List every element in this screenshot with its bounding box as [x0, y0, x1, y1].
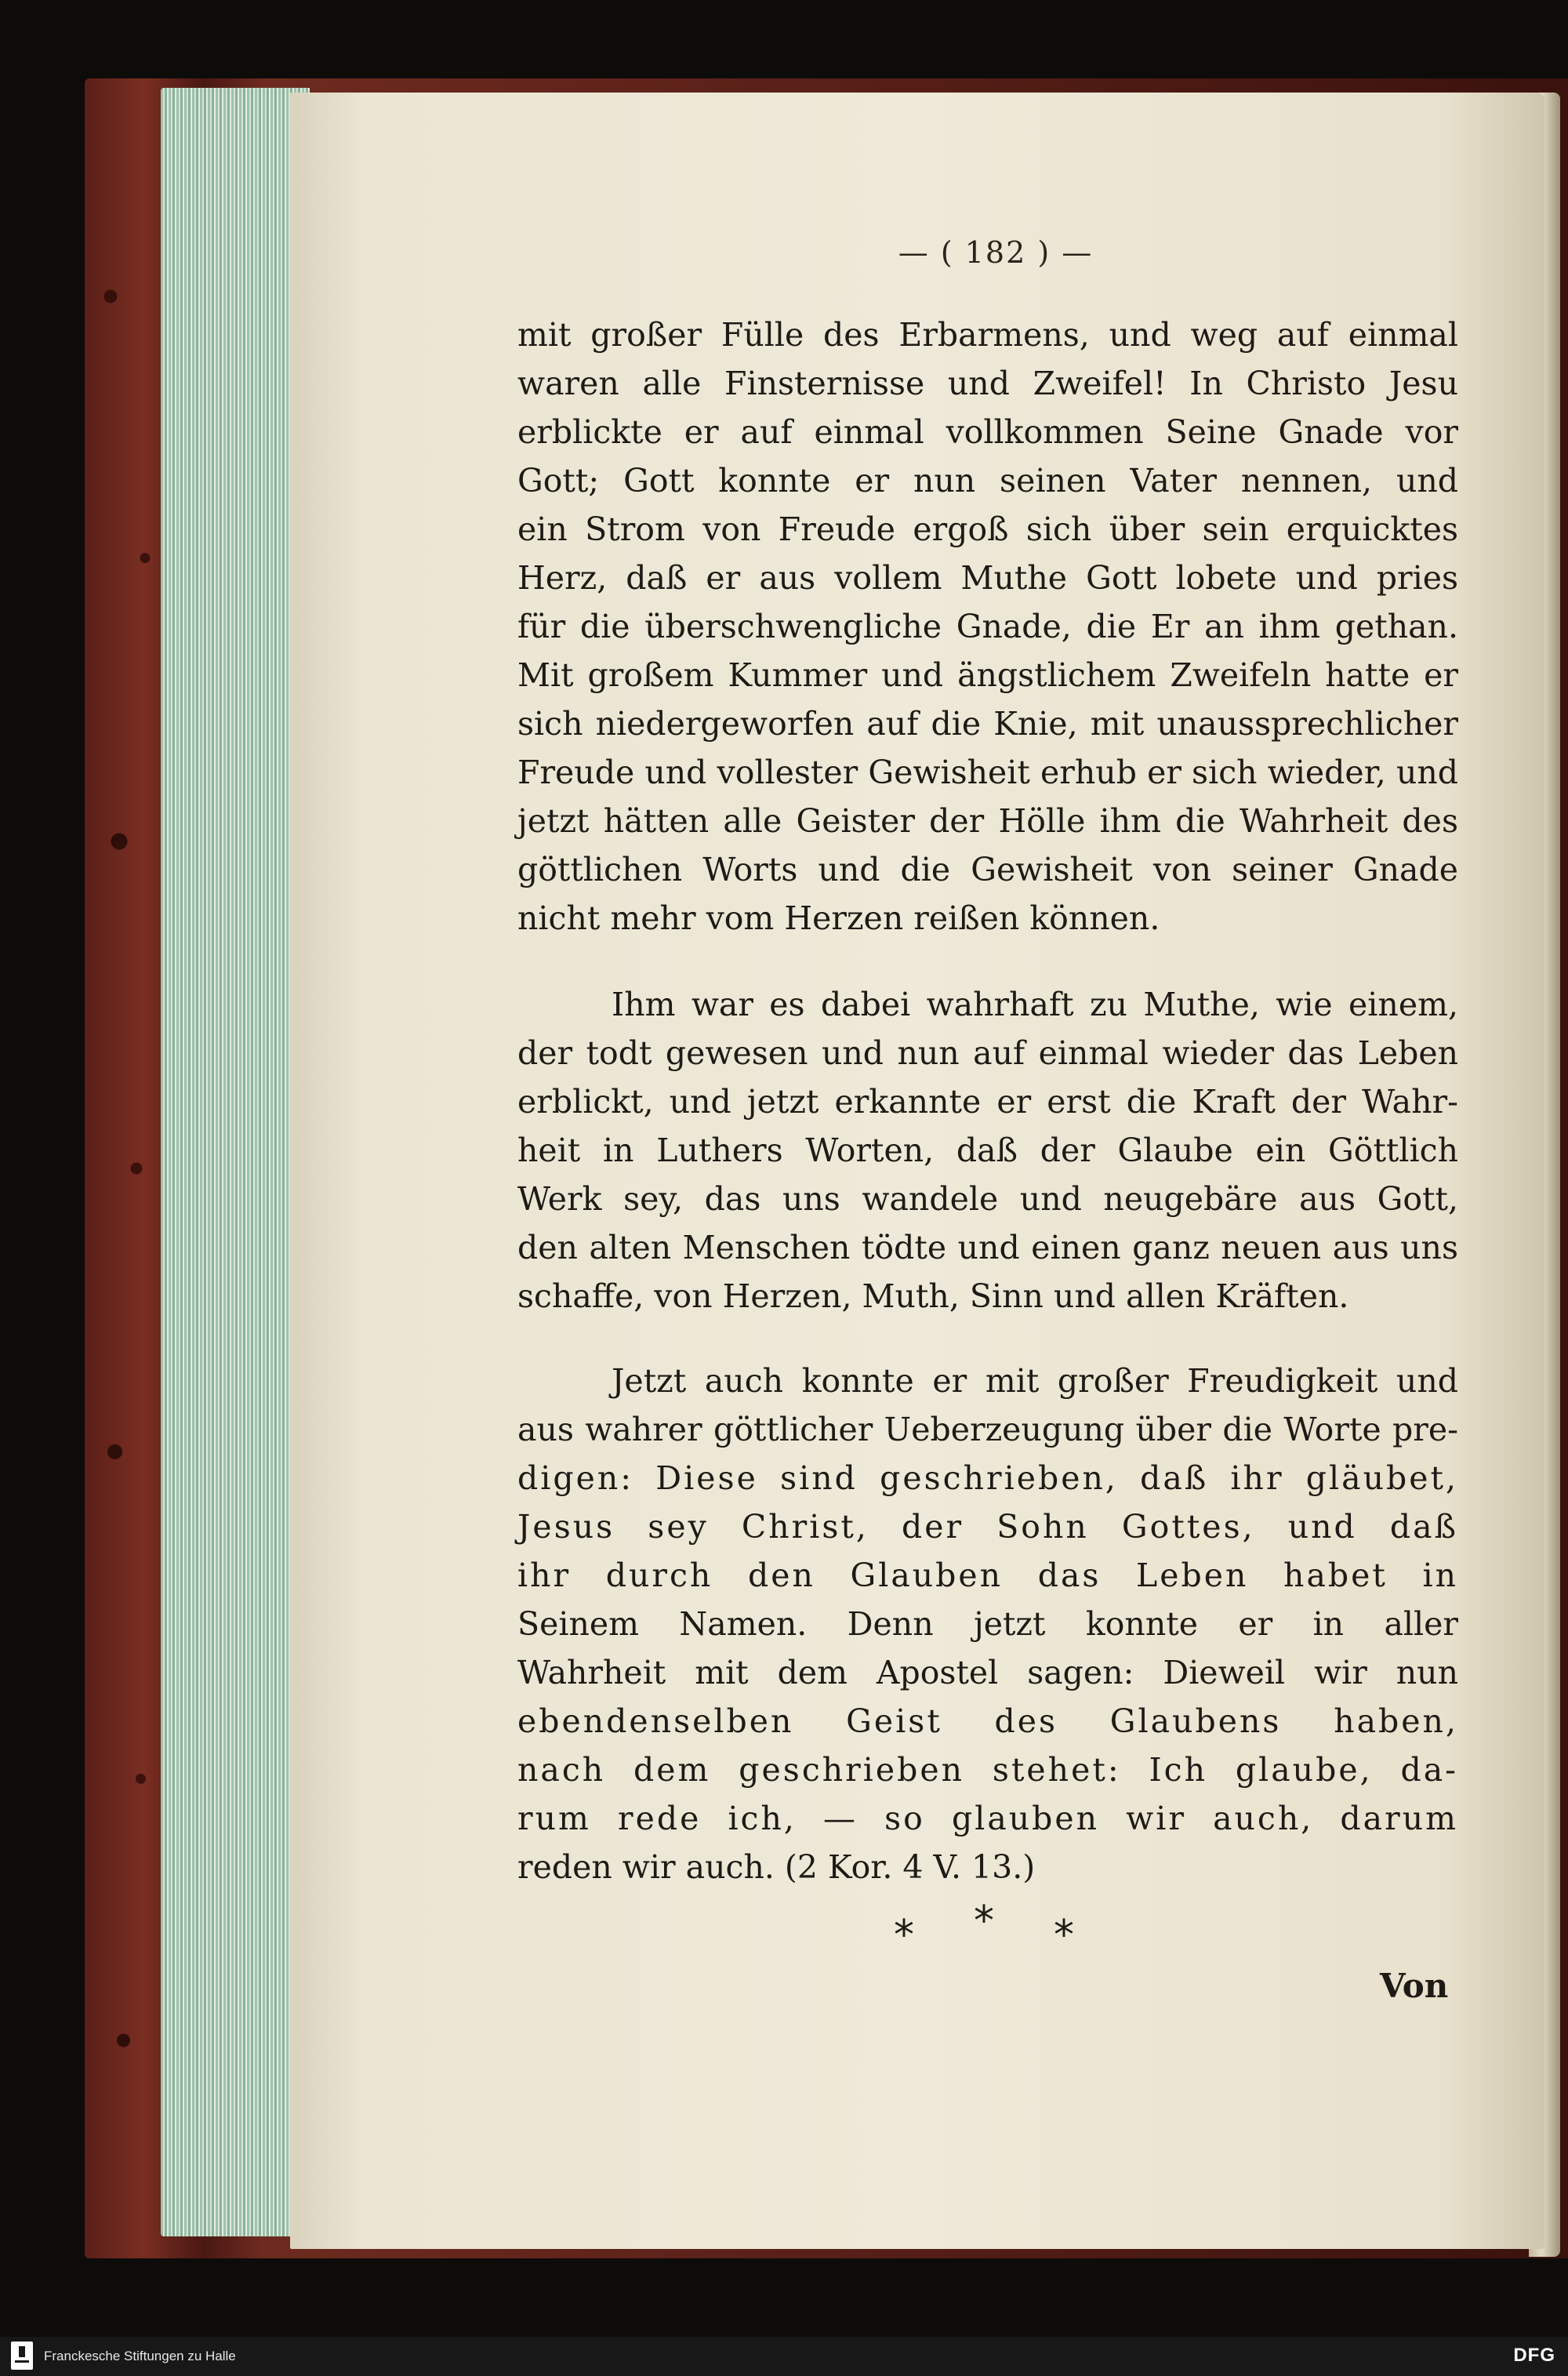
text-line: mit großer Fülle des Erbarmens, und weg auf einmal [517, 316, 1458, 354]
text-line: sich niedergeworfen auf die Knie, mit unaussprechlicher [517, 705, 1458, 743]
text-line: nicht mehr vom Herzen reißen können. [517, 899, 1160, 937]
text-line: ihr durch den Glauben das Leben habet in [517, 1557, 1458, 1594]
text-line: reden wir auch. (2 Kor. 4 V. 13.) [517, 1848, 1036, 1886]
text-line: Jetzt auch konnte er mit großer Freudigkeit und [612, 1362, 1458, 1400]
text-line: Herz, daß er aus vollem Muthe Gott lobete und pries [517, 559, 1458, 597]
asterisk: * [894, 1912, 914, 1959]
text-line: erblickte er auf einmal vollkommen Seine Gnade vor [517, 413, 1458, 451]
text-line: Freude und vollester Gewisheit erhub er sich wieder, und [517, 754, 1458, 791]
text-line: Werk sey, das uns wandele und neugebäre aus Gott, [517, 1180, 1458, 1218]
text-line: ebendenselben Geist des Glaubens haben, [517, 1702, 1458, 1740]
text-line: Jesus sey Christ, der Sohn Gottes, und daß [517, 1508, 1458, 1546]
text-line: erblickt, und jetzt erkannte er erst die Kraft der Wahr- [517, 1083, 1458, 1121]
text-line: waren alle Finsternisse und Zweifel! In Christo Jesu [517, 365, 1458, 402]
text-line: ein Strom von Freude ergoß sich über sein erquicktes [517, 510, 1458, 548]
viewer-footer [0, 2337, 1568, 2376]
text-line: heit in Luthers Worten, daß der Glaube ein Göttlich [517, 1132, 1458, 1169]
text-line: Wahrheit mit dem Apostel sagen: Dieweil wir nun [517, 1654, 1458, 1691]
page-number: — ( 182 ) — [898, 235, 1094, 270]
text-line: schaffe, von Herzen, Muth, Sinn und allen Kräften. [517, 1277, 1349, 1315]
text-line: den alten Menschen tödte und einen ganz neuen aus uns [517, 1229, 1458, 1266]
asterisk: * [974, 1898, 994, 1945]
institution-logo-icon [11, 2341, 33, 2370]
text-line: Ihm war es dabei wahrhaft zu Muthe, wie einem, [612, 986, 1458, 1023]
asterisk: * [1054, 1912, 1074, 1959]
text-line: jetzt hätten alle Geister der Hölle ihm die Wahrheit des [517, 802, 1458, 840]
section-separator [878, 1898, 1098, 1968]
text-line: aus wahrer göttlicher Ueberzeugung über die Worte pre- [517, 1411, 1458, 1448]
text-line: der todt gewesen und nun auf einmal wieder das Leben [517, 1034, 1458, 1072]
text-line: rum rede ich, — so glauben wir auch, darum [517, 1800, 1458, 1837]
marbled-cover-edge [85, 78, 171, 2258]
text-line: Mit großem Kummer und ängstlichem Zweifeln hatte er [517, 656, 1458, 694]
text-line: digen: Diese sind geschrieben, daß ihr gläubet, [517, 1459, 1458, 1497]
text-line: für die überschwengliche Gnade, die Er an ihm gethan. [517, 608, 1458, 645]
page-edges [161, 88, 310, 2236]
institution-name: Franckesche Stiftungen zu Halle [44, 2349, 236, 2363]
text-line: Seinem Namen. Denn jetzt konnte er in aller [517, 1605, 1458, 1643]
text-line: nach dem geschrieben stehet: Ich glaube, da- [517, 1751, 1458, 1789]
text-line: göttlichen Worts und die Gewisheit von seiner Gnade [517, 851, 1458, 888]
dfg-logo: DFG [1513, 2345, 1555, 2366]
catchword: Von [1380, 1967, 1449, 2005]
text-line: Gott; Gott konnte er nun seinen Vater nennen, und [517, 462, 1458, 500]
